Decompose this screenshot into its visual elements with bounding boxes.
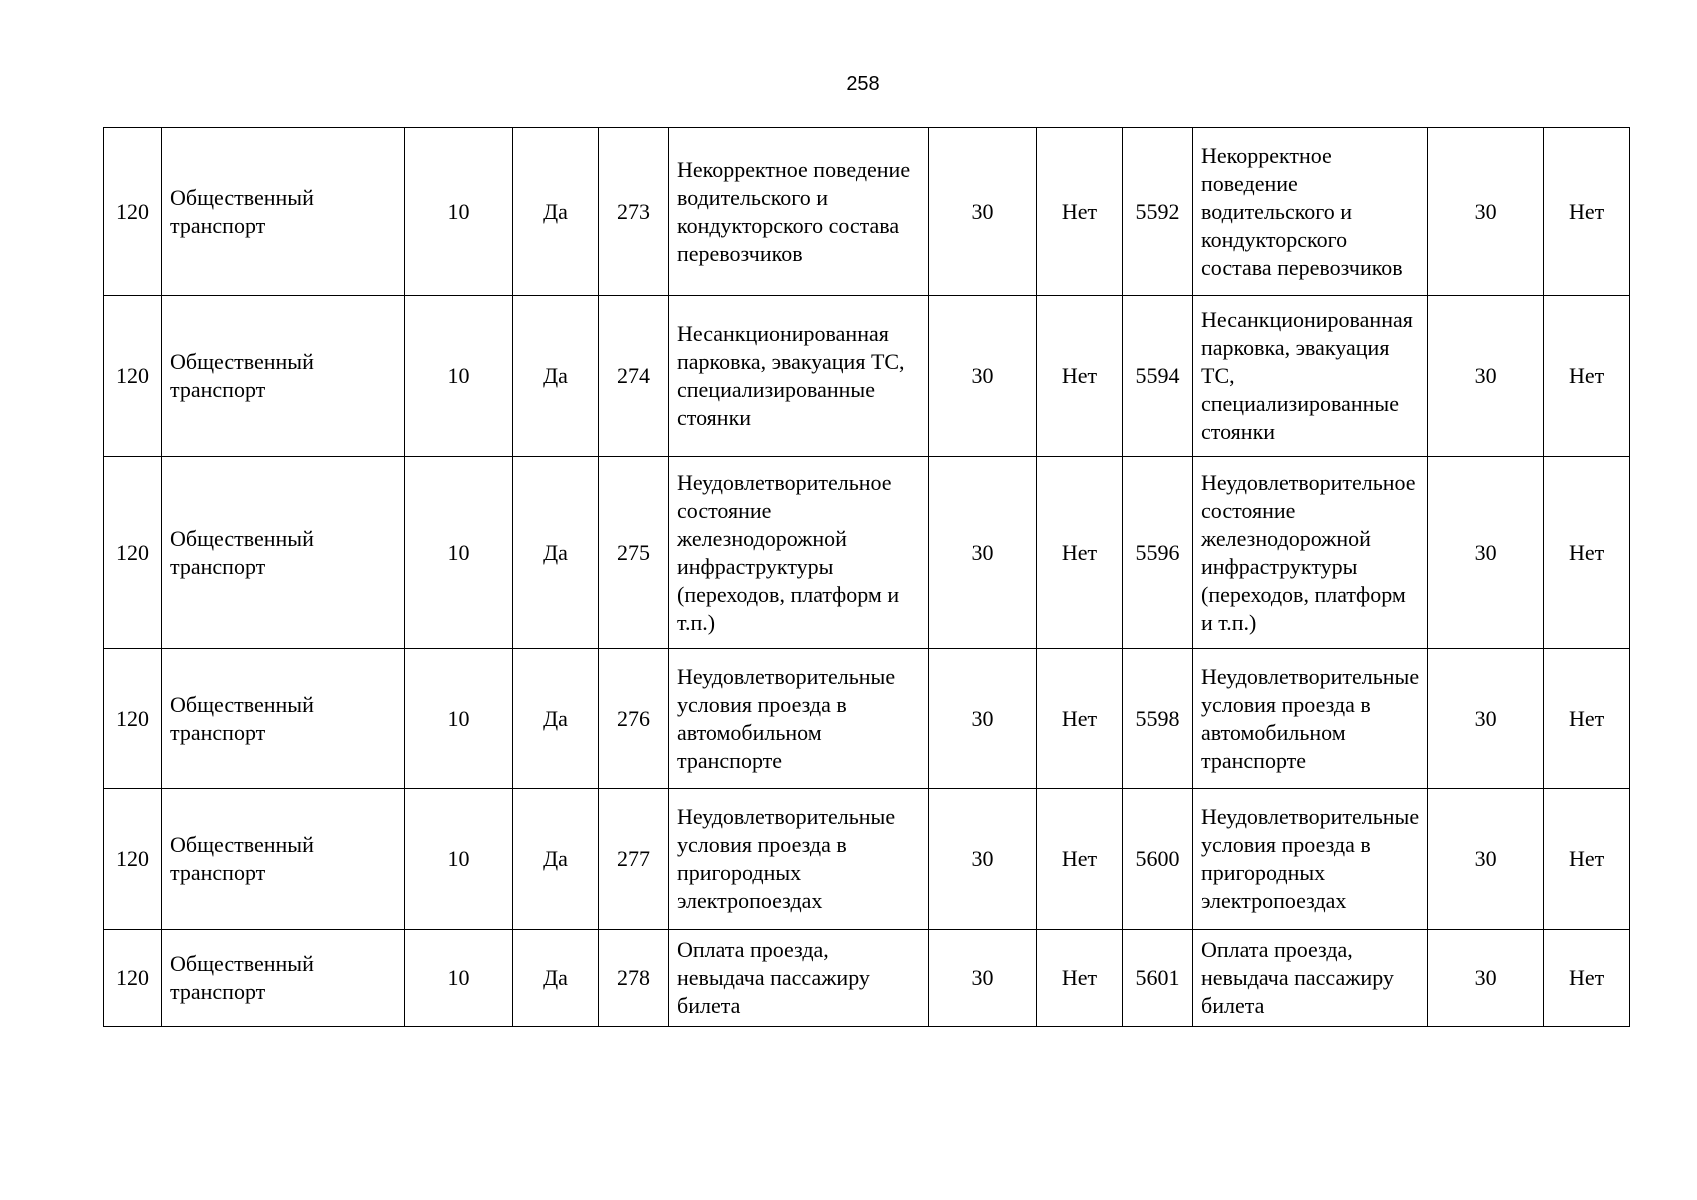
flag3-cell: Нет bbox=[1544, 930, 1630, 1027]
flag-cell: Да bbox=[513, 128, 599, 296]
description-cell: Неудовлетворительные условия проезда в пригородных электропоездах bbox=[669, 789, 929, 930]
table-row bbox=[104, 296, 1630, 457]
flag3-cell: Нет bbox=[1544, 457, 1630, 649]
id2-cell: 5592 bbox=[1123, 128, 1193, 296]
flag2-cell: Нет bbox=[1037, 128, 1123, 296]
id-cell: 274 bbox=[599, 296, 669, 457]
code-cell: 120 bbox=[104, 649, 162, 789]
id2-cell: 5594 bbox=[1123, 296, 1193, 457]
id-cell: 275 bbox=[599, 457, 669, 649]
days3-cell: 30 bbox=[1428, 930, 1544, 1027]
category-cell: Общественный транспорт bbox=[162, 649, 405, 789]
table-row bbox=[104, 457, 1630, 649]
flag2-cell: Нет bbox=[1037, 930, 1123, 1027]
days2-cell: 30 bbox=[929, 457, 1037, 649]
days-cell: 10 bbox=[405, 296, 513, 457]
category-cell: Общественный транспорт bbox=[162, 296, 405, 457]
days3-cell: 30 bbox=[1428, 296, 1544, 457]
days2-cell: 30 bbox=[929, 789, 1037, 930]
description-cell: Некорректное поведение водительского и кондукторского состава перевозчиков bbox=[669, 128, 929, 296]
flag3-cell: Нет bbox=[1544, 296, 1630, 457]
days-cell: 10 bbox=[405, 789, 513, 930]
code-cell: 120 bbox=[104, 930, 162, 1027]
description2-cell: Неудовлетворительное состояние железнодорожной инфраструктуры (переходов, платформ и т.п.) bbox=[1193, 457, 1428, 649]
category-cell: Общественный транспорт bbox=[162, 457, 405, 649]
description-cell: Несанкционированная парковка, эвакуация ТС, специализированные стоянки bbox=[669, 296, 929, 457]
description-cell: Неудовлетворительное состояние железнодорожной инфраструктуры (переходов, платформ и т.п.) bbox=[669, 457, 929, 649]
days-cell: 10 bbox=[405, 930, 513, 1027]
id-cell: 278 bbox=[599, 930, 669, 1027]
table-row bbox=[104, 649, 1630, 789]
flag-cell: Да bbox=[513, 457, 599, 649]
table-row bbox=[104, 128, 1630, 296]
code-cell: 120 bbox=[104, 789, 162, 930]
days-cell: 10 bbox=[405, 457, 513, 649]
days2-cell: 30 bbox=[929, 649, 1037, 789]
id-cell: 277 bbox=[599, 789, 669, 930]
id-cell: 276 bbox=[599, 649, 669, 789]
flag3-cell: Нет bbox=[1544, 789, 1630, 930]
days2-cell: 30 bbox=[929, 296, 1037, 457]
days3-cell: 30 bbox=[1428, 789, 1544, 930]
category-cell: Общественный транспорт bbox=[162, 789, 405, 930]
id2-cell: 5600 bbox=[1123, 789, 1193, 930]
days3-cell: 30 bbox=[1428, 128, 1544, 296]
flag3-cell: Нет bbox=[1544, 128, 1630, 296]
description2-cell: Неудовлетворительные условия проезда в пригородных электропоездах bbox=[1193, 789, 1428, 930]
code-cell: 120 bbox=[104, 128, 162, 296]
code-cell: 120 bbox=[104, 296, 162, 457]
days3-cell: 30 bbox=[1428, 457, 1544, 649]
flag2-cell: Нет bbox=[1037, 789, 1123, 930]
data-table bbox=[103, 127, 1630, 1027]
days3-cell: 30 bbox=[1428, 649, 1544, 789]
flag2-cell: Нет bbox=[1037, 457, 1123, 649]
description2-cell: Неудовлетворительные условия проезда в автомобильном транспорте bbox=[1193, 649, 1428, 789]
flag-cell: Да bbox=[513, 930, 599, 1027]
description2-cell: Некорректное поведение водительского и кондукторского состава перевозчиков bbox=[1193, 128, 1428, 296]
days-cell: 10 bbox=[405, 128, 513, 296]
category-cell: Общественный транспорт bbox=[162, 930, 405, 1027]
id-cell: 273 bbox=[599, 128, 669, 296]
category-cell: Общественный транспорт bbox=[162, 128, 405, 296]
flag-cell: Да bbox=[513, 296, 599, 457]
id2-cell: 5601 bbox=[1123, 930, 1193, 1027]
flag-cell: Да bbox=[513, 649, 599, 789]
description2-cell: Несанкционированная парковка, эвакуация ТС, специализированные стоянки bbox=[1193, 296, 1428, 457]
flag2-cell: Нет bbox=[1037, 296, 1123, 457]
code-cell: 120 bbox=[104, 457, 162, 649]
flag-cell: Да bbox=[513, 789, 599, 930]
flag2-cell: Нет bbox=[1037, 649, 1123, 789]
days2-cell: 30 bbox=[929, 930, 1037, 1027]
id2-cell: 5598 bbox=[1123, 649, 1193, 789]
days-cell: 10 bbox=[405, 649, 513, 789]
description-cell: Оплата проезда, невыдача пассажиру билета bbox=[669, 930, 929, 1027]
flag3-cell: Нет bbox=[1544, 649, 1630, 789]
table-row bbox=[104, 930, 1630, 1027]
description-cell: Неудовлетворительные условия проезда в автомобильном транспорте bbox=[669, 649, 929, 789]
page-number: 258 bbox=[846, 73, 880, 95]
table-row bbox=[104, 789, 1630, 930]
id2-cell: 5596 bbox=[1123, 457, 1193, 649]
days2-cell: 30 bbox=[929, 128, 1037, 296]
description2-cell: Оплата проезда, невыдача пассажиру билета bbox=[1193, 930, 1428, 1027]
